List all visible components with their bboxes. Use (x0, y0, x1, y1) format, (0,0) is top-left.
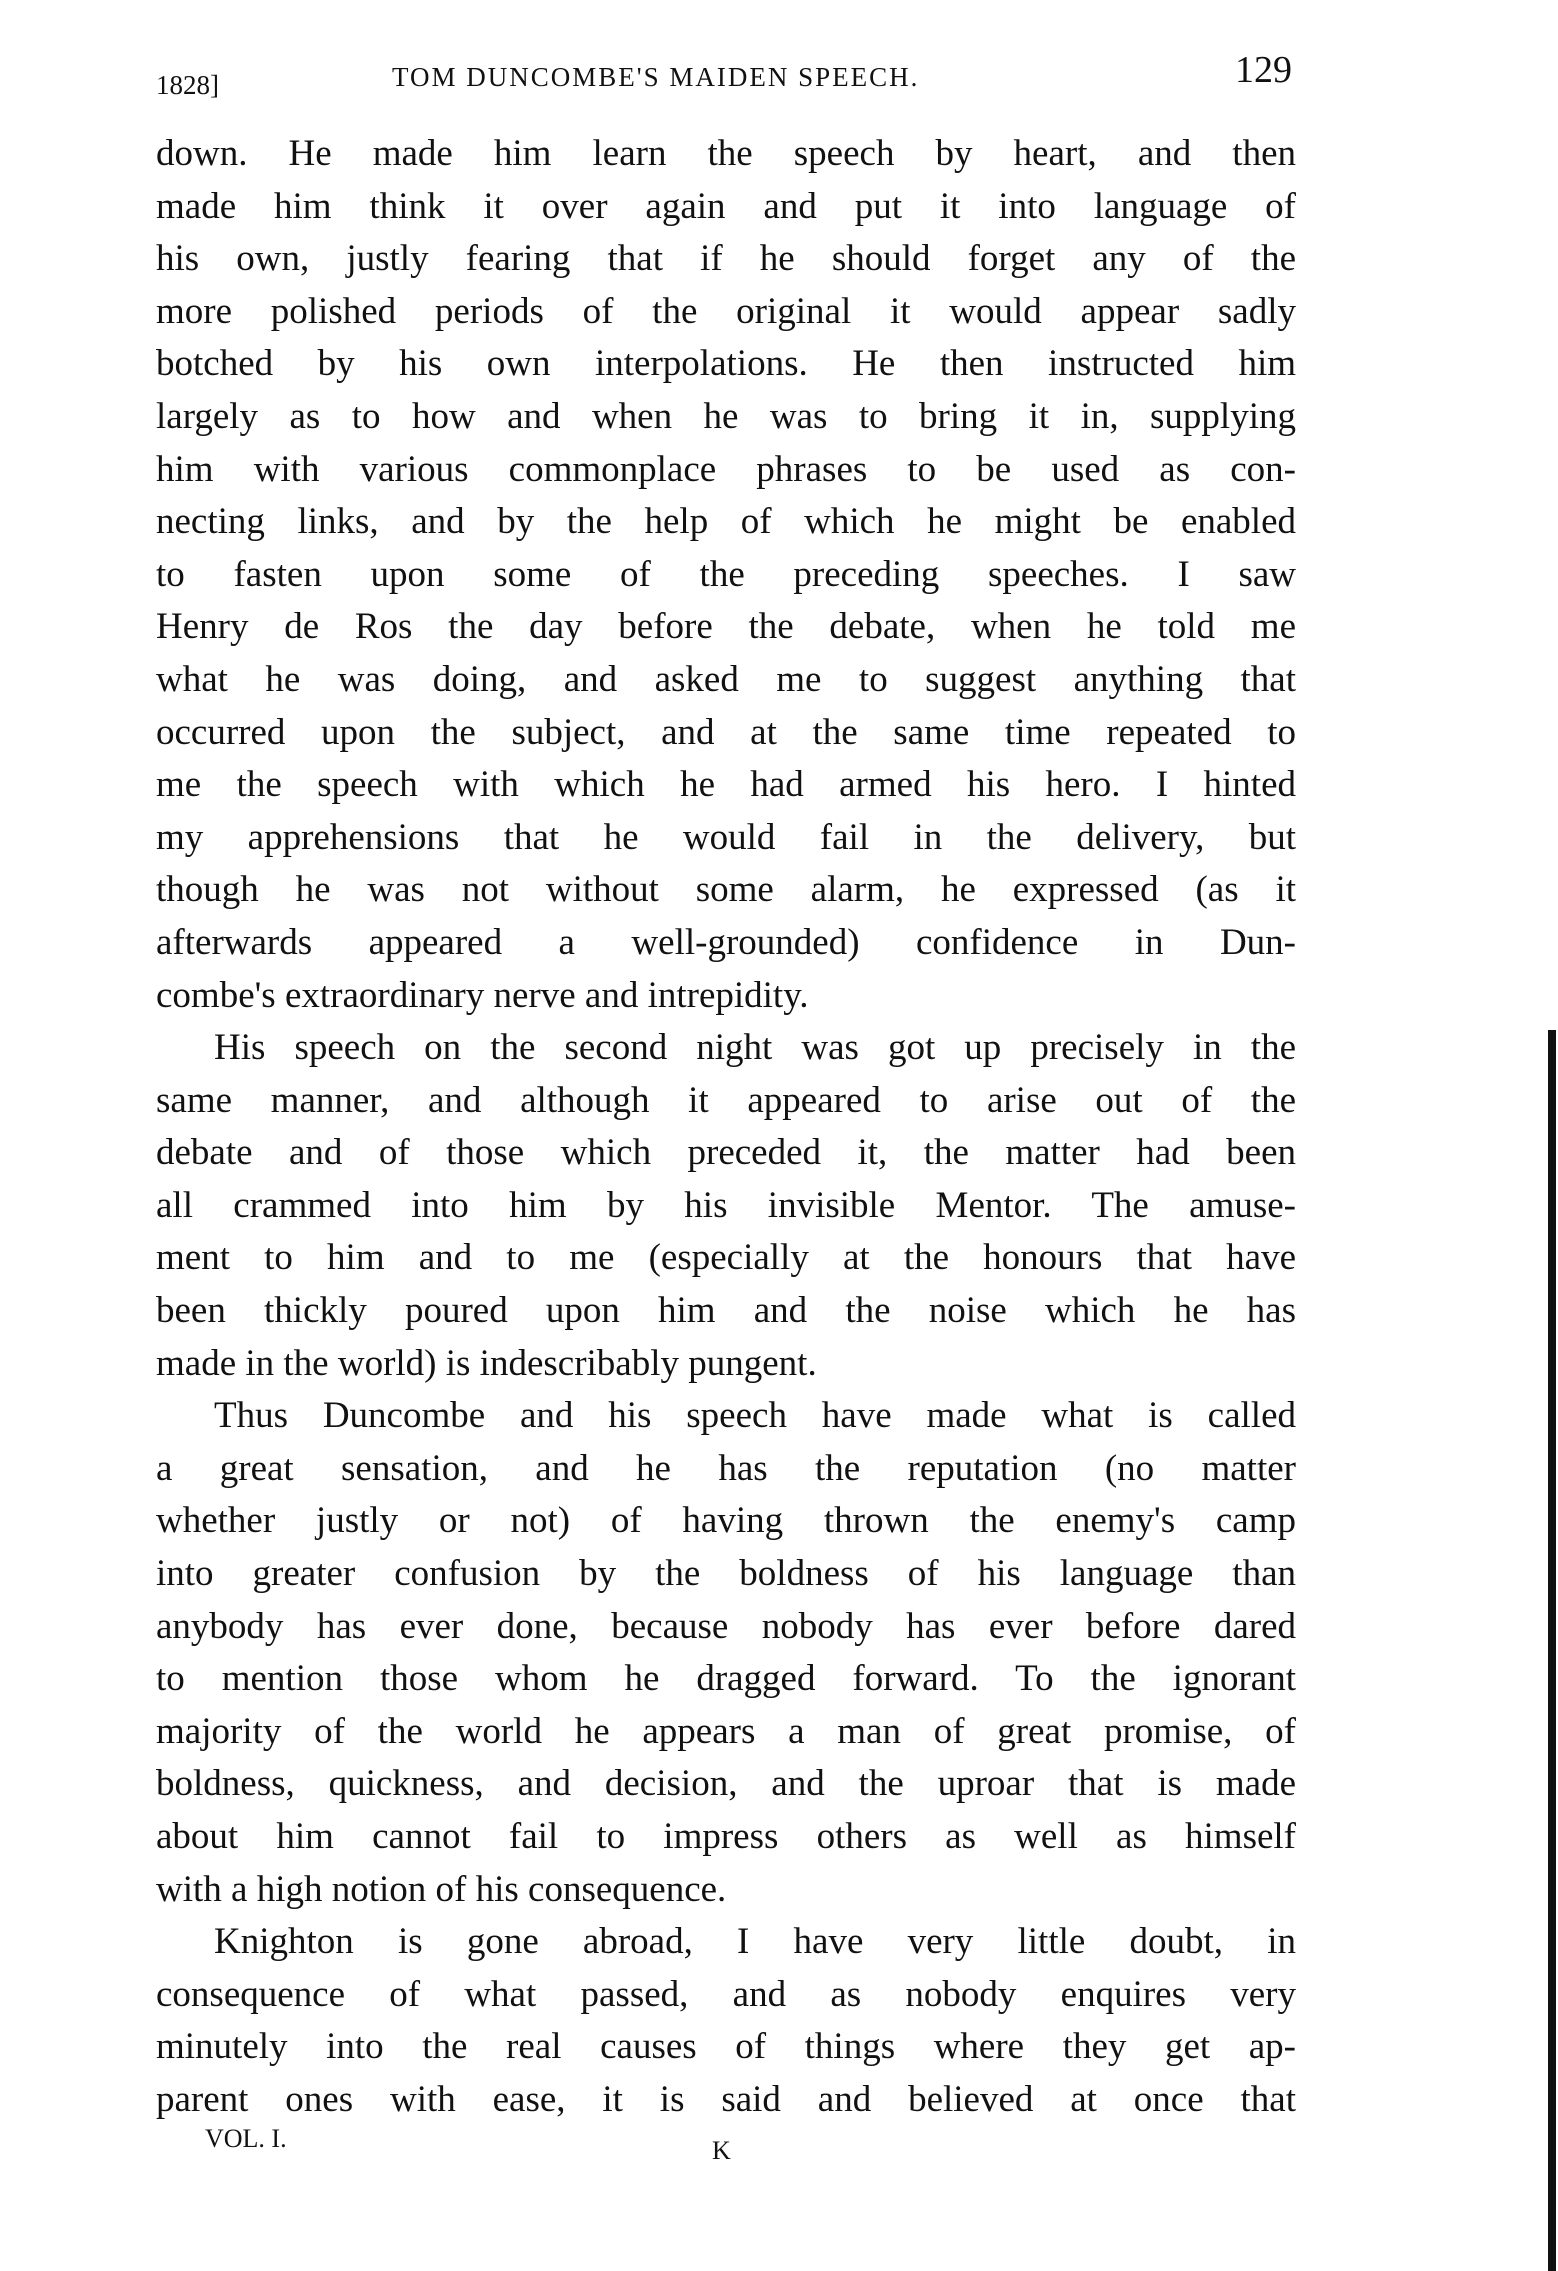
text-line: more polished periods of the original it would appear sadly (156, 290, 1296, 332)
text-line: down. He made him learn the speech by heart, and then (156, 133, 1296, 174)
text-line: though he was not without some alarm, he expressed (as it (156, 869, 1296, 911)
text-line: majority of the world he appears a man of great promise, of (156, 1710, 1296, 1752)
text-line: Henry de Ros the day before the debate, when he told me (156, 606, 1296, 648)
text-line: His speech on the second night was got up precisely in the (214, 1027, 1296, 1069)
text-line: minutely into the real causes of things where they get ap- (156, 2026, 1296, 2068)
text-line: what he was doing, and asked me to suggest anything that (156, 658, 1296, 700)
text-line: debate and of those which preceded it, the matter had been (156, 1132, 1296, 1174)
text-line: him with various commonplace phrases to be used as con- (156, 448, 1296, 490)
header-title: TOM DUNCOMBE'S MAIDEN SPEECH. (392, 62, 920, 92)
text-line: afterwards appeared a well-grounded) confidence in Dun- (156, 921, 1296, 963)
text-line: same manner, and although it appeared to arise out of the (156, 1079, 1296, 1121)
text-line: anybody has ever done, because nobody has ever before dared (156, 1605, 1296, 1647)
text-line: all crammed into him by his invisible Mentor. The amuse- (156, 1184, 1296, 1226)
signature-mark: K (712, 2136, 731, 2165)
text-line: botched by his own interpolations. He then instructed him (156, 343, 1296, 385)
page-edge-shadow (1548, 1030, 1556, 2271)
text-line: made in the world) is indescribably pungent. (156, 1342, 817, 1384)
text-line: necting links, and by the help of which he might be enabled (156, 501, 1296, 543)
page-body (156, 128, 1296, 2127)
text-line: boldness, quickness, and decision, and the uproar that is made (156, 1763, 1296, 1805)
text-line: me the speech with which he had armed his hero. I hinted (156, 764, 1296, 806)
text-line: with a high notion of his consequence. (156, 1868, 727, 1910)
text-line: combe's extraordinary nerve and intrepidity. (156, 974, 809, 1016)
text-line: parent ones with ease, it is said and believed at once that (156, 2078, 1296, 2120)
text-line: Thus Duncombe and his speech have made what is called (214, 1395, 1296, 1437)
page-number: 129 (1235, 49, 1292, 91)
text-line: to mention those whom he dragged forward. To the ignorant (156, 1658, 1296, 1700)
text-line: ment to him and to me (especially at the honours that have (156, 1237, 1296, 1279)
text-line: a great sensation, and he has the reputation (no matter (156, 1447, 1296, 1489)
text-line: whether justly or not) of having thrown the enemy's camp (156, 1500, 1296, 1542)
header-year: 1828] (156, 70, 219, 100)
text-line: into greater confusion by the boldness of his language than (156, 1553, 1296, 1595)
volume-label: VOL. I. (205, 2124, 287, 2153)
text-line: his own, justly fearing that if he should forget any of the (156, 238, 1296, 280)
text-line: made him think it over again and put it into language of (156, 185, 1296, 227)
text-line: largely as to how and when he was to bring it in, supplying (156, 395, 1296, 437)
text-line: to fasten upon some of the preceding speeches. I saw (156, 553, 1296, 595)
text-line: occurred upon the subject, and at the same time repeated to (156, 711, 1296, 753)
text-line: consequence of what passed, and as nobody enquires very (156, 1973, 1296, 2015)
text-line: been thickly poured upon him and the noise which he has (156, 1290, 1296, 1332)
running-header (156, 48, 1296, 98)
text-line: Knighton is gone abroad, I have very little doubt, in (214, 1921, 1296, 1963)
text-line: about him cannot fail to impress others as well as himself (156, 1816, 1296, 1857)
text-line: my apprehensions that he would fail in the delivery, but (156, 816, 1296, 858)
